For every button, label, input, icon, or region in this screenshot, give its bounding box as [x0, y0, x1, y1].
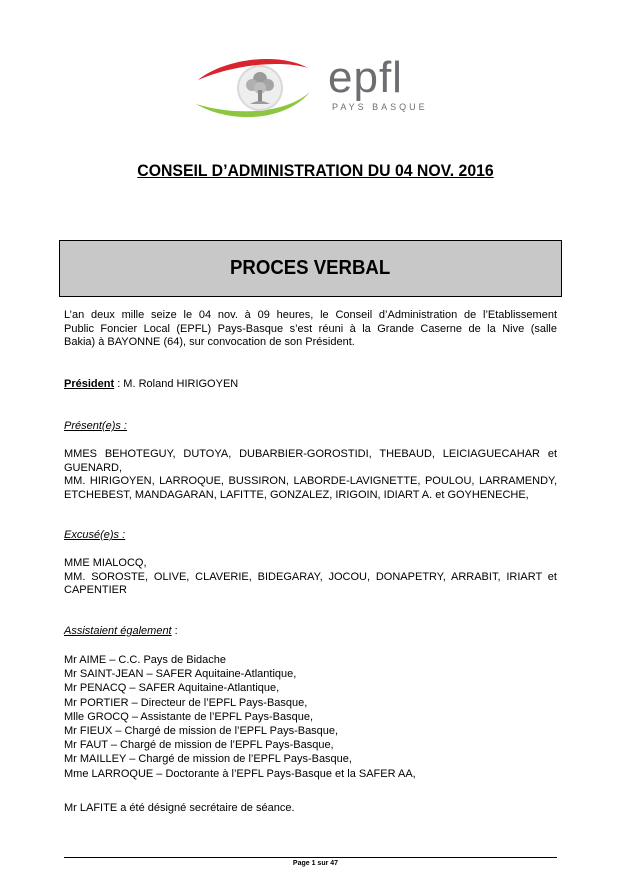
excuses-list: [64, 557, 557, 598]
president-label: Président: [64, 378, 115, 390]
page-number: Page 1 sur 47: [292, 860, 339, 867]
assistants-label: Assistaient également: [64, 625, 172, 637]
presents-list: [64, 448, 557, 502]
assistants-list: [64, 653, 557, 781]
president-line: [64, 378, 557, 392]
presents-heading: [64, 420, 557, 434]
proces-verbal-box: [59, 240, 562, 297]
excuses-heading: [64, 529, 557, 543]
box-title: PROCES VERBAL: [230, 257, 391, 279]
presents-line: ETCHEBEST, MANDAGARAN, LAFITTE, GONZALEZ, IRIGOIN, IDIART A. et GOYHENECHE,: [64, 488, 529, 501]
assistant-line: Mlle GROCQ – Assistante de l’EPFL Pays-Basque,: [64, 710, 314, 723]
assistant-line: Mr FIEUX – Chargé de mission de l’EPFL Pays-Basque,: [64, 725, 339, 738]
assistants-heading: [64, 625, 557, 639]
assistant-line: Mme LARROQUE – Doctorante à l’EPFL Pays-Basque et la SAFER AA,: [64, 767, 416, 780]
document-title: CONSEIL D’ADMINISTRATION DU 04 NOV. 2016: [137, 161, 494, 180]
logo-subtitle: PAYS BASQUE: [332, 102, 428, 112]
excuses-line: MME MIALOCQ,: [64, 557, 147, 569]
intro-line: L’an deux mille seize le 04 nov. à 09 heures, le Conseil d’Administration de l’Etablissement: [64, 309, 557, 321]
excuses-line: CAPENTIER: [64, 584, 127, 597]
excuses-line: MM. SOROSTE, OLIVE, CLAVERIE, BIDEGARAY, JOCOU, DONAPETRY, ARRABIT, IRIART et: [64, 570, 557, 583]
presents-label: Présent(e)s :: [64, 420, 127, 432]
epfl-logo: [190, 52, 440, 124]
assistant-line: Mr SAINT-JEAN – SAFER Aquitaine-Atlantique,: [64, 668, 297, 681]
excuses-label: Excusé(e)s :: [64, 529, 126, 541]
presents-line: MM. HIRIGOYEN, LARROQUE, BUSSIRON, LABORDE-LAVIGNETTE, POULOU, LARRAMENDY,: [64, 475, 557, 488]
assistants-label-suffix: :: [171, 625, 178, 637]
president-value: : M. Roland HIRIGOYEN: [114, 378, 239, 390]
logo-brand: epfl: [328, 53, 403, 102]
presents-line: MMES BEHOTEGUY, DUTOYA, DUBARBIER-GOROSTIDI, THEBAUD, LEICIAGUECAHAR et: [64, 448, 557, 460]
presents-line: GUENARD,: [64, 461, 123, 474]
assistant-line: Mr FAUT – Chargé de mission de l’EPFL Pays-Basque,: [64, 739, 334, 752]
secretary-line: Mr LAFITE a été désigné secrétaire de séance.: [64, 802, 295, 814]
intro-paragraph: [64, 309, 557, 350]
footer-divider: [64, 857, 557, 858]
assistant-line: Mr PENACQ – SAFER Aquitaine-Atlantique,: [64, 682, 280, 695]
tree-emblem-icon: [190, 52, 330, 124]
assistant-line: Mr AIME – C.C. Pays de Bidache: [64, 654, 227, 666]
intro-line: Bakia) à BAYONNE (64), sur convocation de son Président.: [64, 336, 355, 349]
intro-line: Public Foncier Local (EPFL) Pays-Basque s’est réuni à la Grande Caserne de la Nive (salle: [64, 322, 557, 335]
assistant-line: Mr PORTIER – Directeur de l’EPFL Pays-Basque,: [64, 696, 308, 709]
assistant-line: Mr MAILLEY – Chargé de mission de l’EPFL Pays-Basque,: [64, 753, 352, 766]
